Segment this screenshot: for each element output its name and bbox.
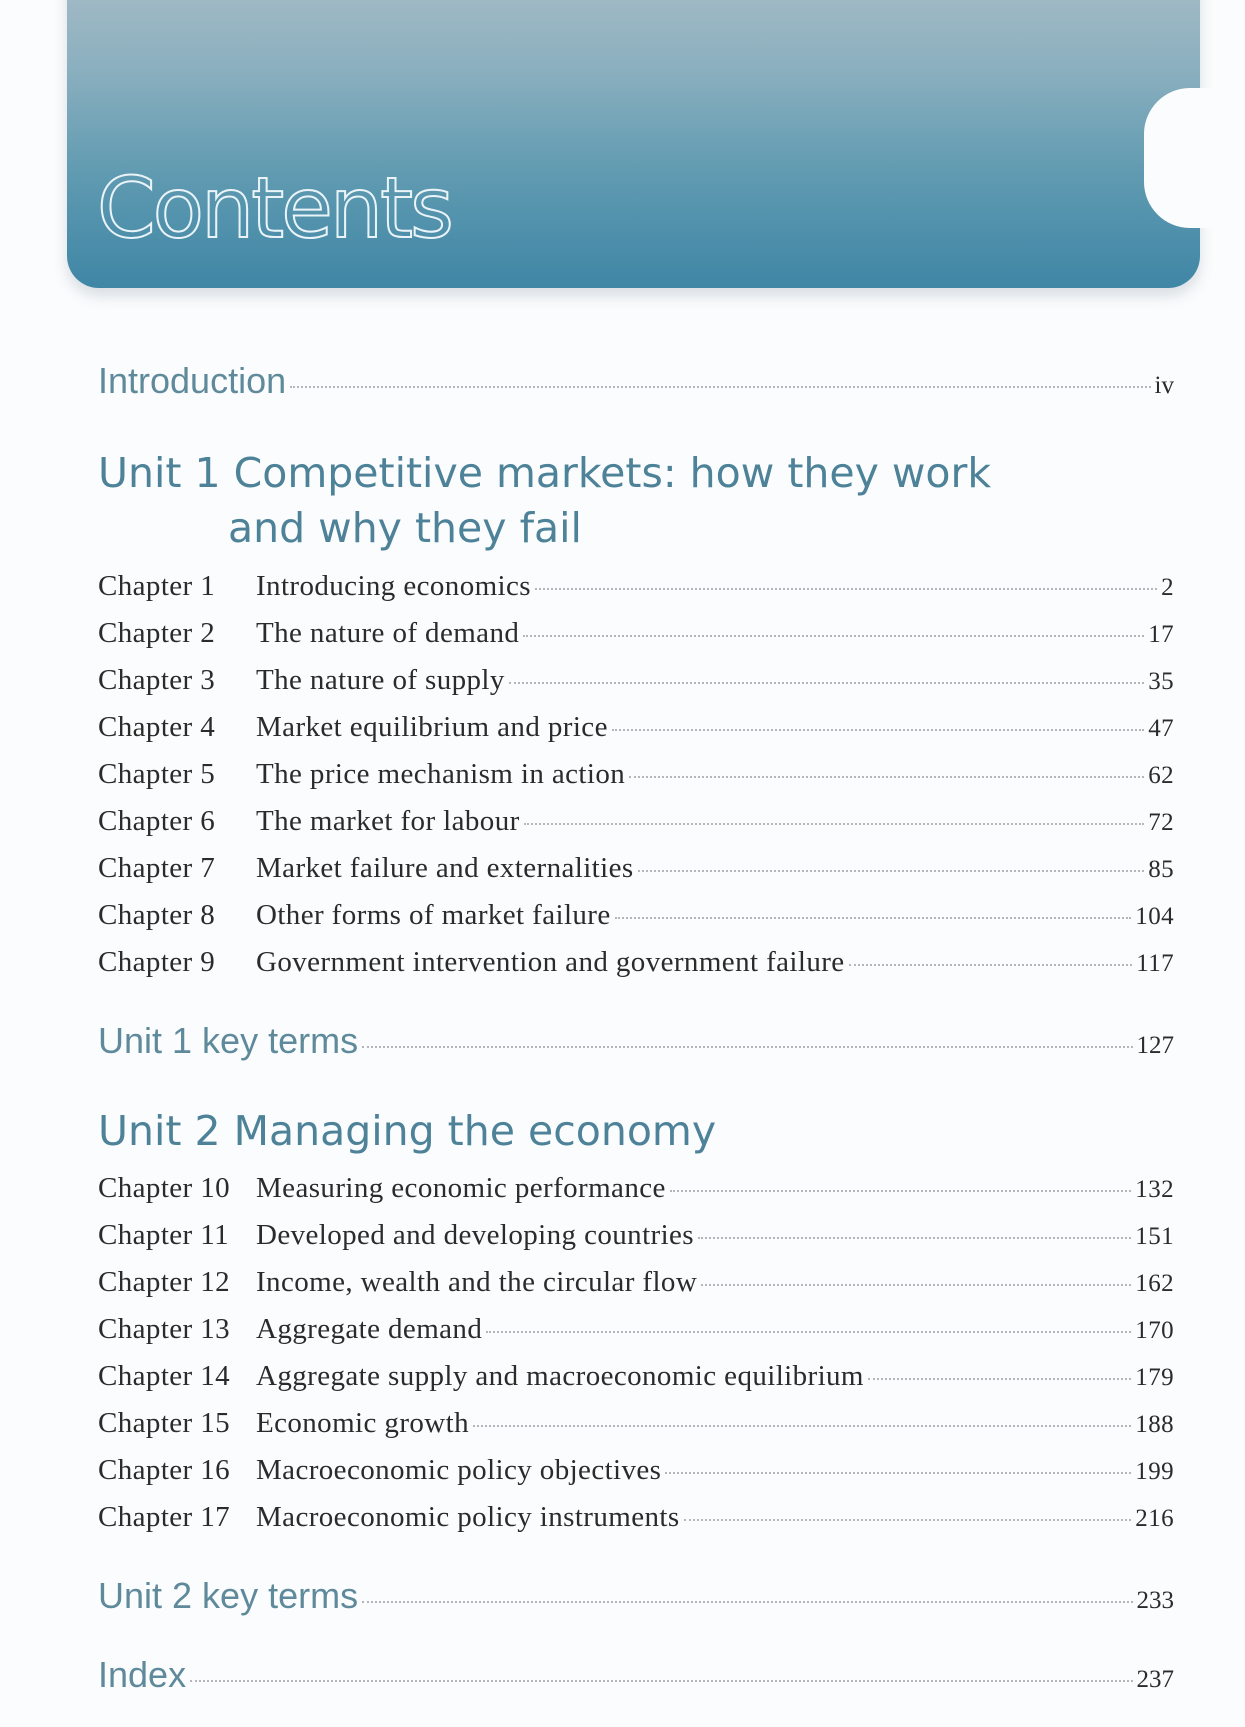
chapter-number: Chapter 15 xyxy=(98,1407,231,1439)
toc-page-number: 35 xyxy=(1148,668,1174,695)
toc-page-number: 72 xyxy=(1148,809,1174,836)
dot-leader xyxy=(524,823,1145,825)
dot-leader xyxy=(535,588,1157,590)
chapter-title: Government intervention and government failure xyxy=(256,946,845,978)
chapter-number: Chapter 3 xyxy=(98,664,216,696)
toc-entry-chapter-2[interactable] xyxy=(98,617,1174,650)
toc-entry-chapter-6[interactable] xyxy=(98,805,1174,838)
chapter-number: Chapter 13 xyxy=(98,1313,231,1345)
chapter-title: Aggregate supply and macroeconomic equilibrium xyxy=(256,1360,864,1392)
toc-label: Unit 2 key terms xyxy=(98,1575,359,1616)
toc-entry-chapter-17[interactable] xyxy=(98,1501,1174,1534)
toc-entry-chapter-8[interactable] xyxy=(98,899,1174,932)
chapter-title: Introducing economics xyxy=(256,570,531,602)
toc-page-number: 188 xyxy=(1135,1411,1174,1438)
chapter-number: Chapter 7 xyxy=(98,852,216,884)
dot-leader xyxy=(684,1519,1132,1521)
chapter-title: Economic growth xyxy=(256,1407,469,1439)
chapter-title: The market for labour xyxy=(256,805,520,837)
toc-page-number: iv xyxy=(1154,372,1174,399)
chapter-number: Chapter 10 xyxy=(98,1172,231,1204)
unit-1-heading xyxy=(98,446,991,556)
toc-entry-chapter-10[interactable] xyxy=(98,1172,1174,1205)
toc-page-number: 151 xyxy=(1135,1223,1174,1250)
toc-page-number: 127 xyxy=(1136,1032,1174,1059)
chapter-number: Chapter 5 xyxy=(98,758,216,790)
dot-leader xyxy=(290,386,1150,388)
dot-leader xyxy=(665,1472,1131,1474)
unit-1-heading-line-2: and why they fail xyxy=(228,504,582,552)
page-title: Contents xyxy=(97,159,451,257)
toc-entry-introduction[interactable] xyxy=(98,360,1174,402)
toc-entry-chapter-12[interactable] xyxy=(98,1266,1174,1299)
toc-page-number: 2 xyxy=(1161,574,1174,601)
chapter-number: Chapter 11 xyxy=(98,1219,229,1251)
toc-entry-index[interactable] xyxy=(98,1654,1174,1696)
chapter-title: Income, wealth and the circular flow xyxy=(256,1266,698,1298)
toc-entry-chapter-5[interactable] xyxy=(98,758,1174,791)
toc-entry-chapter-9[interactable] xyxy=(98,946,1174,979)
dot-leader xyxy=(849,964,1133,966)
dot-leader xyxy=(362,1601,1132,1603)
toc-page-number: 216 xyxy=(1135,1505,1174,1532)
chapter-number: Chapter 16 xyxy=(98,1454,231,1486)
toc-page-number: 17 xyxy=(1148,621,1174,648)
dot-leader xyxy=(868,1378,1131,1380)
dot-leader xyxy=(612,729,1144,731)
toc-entry-chapter-14[interactable] xyxy=(98,1360,1174,1393)
toc-page-number: 117 xyxy=(1136,950,1174,977)
chapter-number: Chapter 12 xyxy=(98,1266,231,1298)
dot-leader xyxy=(362,1046,1132,1048)
dot-leader xyxy=(190,1680,1132,1682)
chapter-title: Macroeconomic policy objectives xyxy=(256,1454,662,1486)
dot-leader xyxy=(670,1190,1132,1192)
unit-2-heading xyxy=(98,1104,716,1159)
chapter-title: The nature of demand xyxy=(256,617,520,649)
chapter-number: Chapter 8 xyxy=(98,899,216,931)
chapter-title: Market equilibrium and price xyxy=(256,711,608,743)
toc-page-number: 170 xyxy=(1135,1317,1174,1344)
toc-label: Unit 1 key terms xyxy=(98,1020,359,1061)
chapter-number: Chapter 9 xyxy=(98,946,216,978)
toc-page-number: 233 xyxy=(1136,1587,1174,1614)
toc-entry-chapter-3[interactable] xyxy=(98,664,1174,697)
toc-entry-chapter-11[interactable] xyxy=(98,1219,1174,1252)
chapter-number: Chapter 6 xyxy=(98,805,216,837)
dot-leader xyxy=(523,635,1144,637)
chapter-title: Aggregate demand xyxy=(256,1313,483,1345)
toc-entry-chapter-15[interactable] xyxy=(98,1407,1174,1440)
toc-page-number: 47 xyxy=(1148,715,1174,742)
dot-leader xyxy=(473,1425,1131,1427)
toc-page-number: 62 xyxy=(1148,762,1174,789)
toc-page-number: 237 xyxy=(1136,1666,1174,1693)
header-notch xyxy=(1144,88,1230,228)
chapter-title: Developed and developing countries xyxy=(256,1219,694,1251)
toc-entry-chapter-4[interactable] xyxy=(98,711,1174,744)
toc-entry-chapter-7[interactable] xyxy=(98,852,1174,885)
toc-entry-unit-2-key-terms[interactable] xyxy=(98,1575,1174,1617)
chapter-title: Measuring economic performance xyxy=(256,1172,666,1204)
contents-header xyxy=(67,0,1200,288)
toc-page-number: 104 xyxy=(1135,903,1174,930)
dot-leader xyxy=(615,917,1132,919)
chapter-title: Macroeconomic policy instruments xyxy=(256,1501,680,1533)
dot-leader xyxy=(698,1237,1131,1239)
chapter-title: Other forms of market failure xyxy=(256,899,611,931)
toc-entry-chapter-1[interactable] xyxy=(98,570,1174,603)
toc-page-number: 85 xyxy=(1148,856,1174,883)
toc-page-number: 132 xyxy=(1135,1176,1174,1203)
toc-label: Introduction xyxy=(98,360,287,401)
toc-entry-unit-1-key-terms[interactable] xyxy=(98,1020,1174,1062)
unit-2-heading-line-1: Unit 2 Managing the economy xyxy=(98,1107,717,1155)
chapter-number: Chapter 1 xyxy=(98,570,216,602)
dot-leader xyxy=(629,776,1144,778)
toc-entry-chapter-13[interactable] xyxy=(98,1313,1174,1346)
unit-1-heading-line-1: Unit 1 Competitive markets: how they work xyxy=(98,449,992,497)
chapter-number: Chapter 14 xyxy=(98,1360,231,1392)
chapter-title: Market failure and externalities xyxy=(256,852,634,884)
chapter-title: The nature of supply xyxy=(256,664,505,696)
chapter-number: Chapter 2 xyxy=(98,617,216,649)
chapter-number: Chapter 17 xyxy=(98,1501,231,1533)
dot-leader xyxy=(486,1331,1131,1333)
toc-page-number: 162 xyxy=(1135,1270,1174,1297)
toc-page-number: 199 xyxy=(1135,1458,1174,1485)
toc-entry-chapter-16[interactable] xyxy=(98,1454,1174,1487)
chapter-number: Chapter 4 xyxy=(98,711,216,743)
dot-leader xyxy=(509,682,1144,684)
dot-leader xyxy=(638,870,1145,872)
toc-page-number: 179 xyxy=(1135,1364,1174,1391)
toc-label: Index xyxy=(98,1654,187,1695)
dot-leader xyxy=(701,1284,1131,1286)
chapter-title: The price mechanism in action xyxy=(256,758,626,790)
